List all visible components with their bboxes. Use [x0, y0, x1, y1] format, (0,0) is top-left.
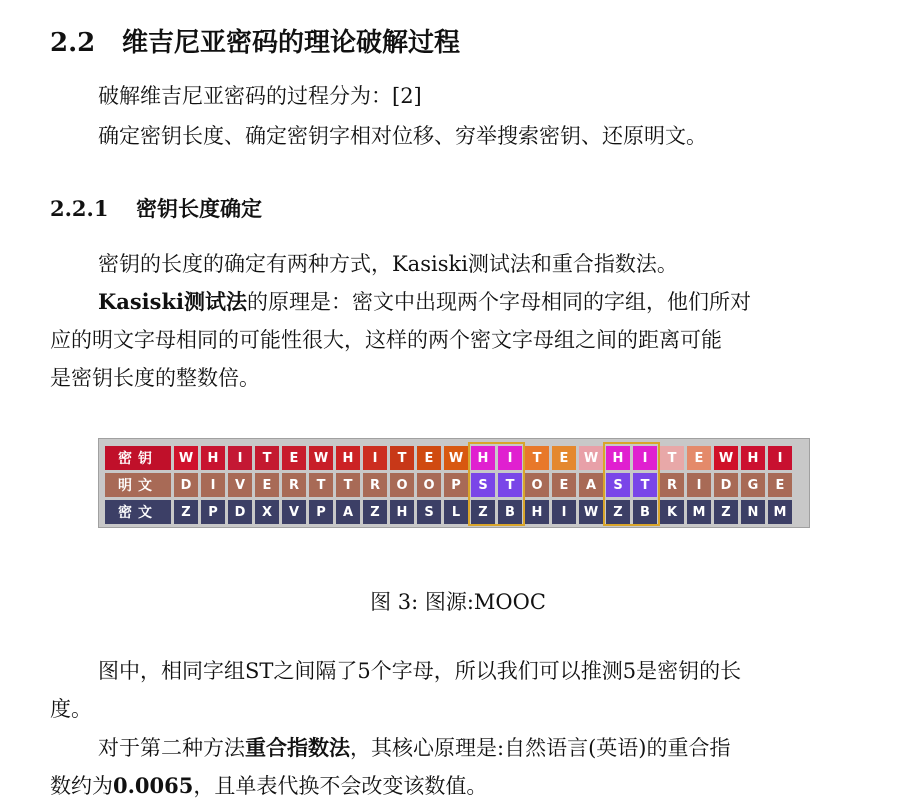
key-letter: H — [741, 446, 765, 470]
plaintext-row-label: 明文 — [105, 473, 171, 497]
repeat-group-highlight — [468, 442, 525, 526]
ioc-value: 0.0065 — [113, 773, 194, 798]
key-row — [105, 446, 795, 470]
plaintext-letter: T — [309, 473, 333, 497]
plaintext-letter: E — [552, 473, 576, 497]
key-letter: H — [471, 446, 495, 470]
ioc-text-a: 对于第二种方法 — [98, 736, 245, 760]
ciphertext-letter: M — [768, 500, 792, 524]
ciphertext-letter: W — [579, 500, 603, 524]
paragraph-kasiski-line-2: 应的明文字母相同的可能性很大，这样的两个密文字母组之间的距离可能 — [50, 328, 722, 352]
key-letter: E — [687, 446, 711, 470]
ioc-text-d: ，且单表代换不会改变该数值。 — [193, 774, 488, 798]
key-letter: W — [444, 446, 468, 470]
key-letter: W — [174, 446, 198, 470]
ciphertext-letter: A — [336, 500, 360, 524]
ciphertext-letter: Z — [471, 500, 495, 524]
plaintext-letter: T — [498, 473, 522, 497]
key-letter: I — [228, 446, 252, 470]
ciphertext-letter: H — [390, 500, 414, 524]
plaintext-letter: R — [660, 473, 684, 497]
plaintext-letter: I — [201, 473, 225, 497]
subsection-title: 密钥长度确定 — [136, 196, 262, 221]
ioc-text-c: 数约为 — [50, 774, 113, 798]
intro-line-1: 破解维吉尼亚密码的过程分为：[2] — [98, 84, 422, 108]
paragraph-ioc-line-1 — [98, 728, 730, 768]
plaintext-letter: O — [525, 473, 549, 497]
key-letter: I — [633, 446, 657, 470]
paragraph-analysis-line-2: 度。 — [50, 697, 92, 721]
key-letter: T — [660, 446, 684, 470]
repeat-group-highlight — [603, 442, 660, 526]
kasiski-term: Kasiski测试法 — [98, 289, 248, 314]
intro-line-2: 确定密钥长度、确定密钥字相对位移、穷举搜索密钥、还原明文。 — [98, 124, 707, 148]
ciphertext-letter: K — [660, 500, 684, 524]
key-letter: I — [363, 446, 387, 470]
ciphertext-row — [105, 500, 795, 524]
plaintext-letter: O — [417, 473, 441, 497]
paragraph-kasiski-line-3: 是密钥长度的整数倍。 — [50, 366, 260, 390]
section-number: 2.2 — [50, 28, 96, 58]
plaintext-letter: S — [471, 473, 495, 497]
plaintext-letter: S — [606, 473, 630, 497]
plaintext-letter: D — [174, 473, 198, 497]
key-letter: H — [201, 446, 225, 470]
ciphertext-letter: P — [201, 500, 225, 524]
ciphertext-letter: V — [282, 500, 306, 524]
paragraph-methods: 密钥的长度的确定有两种方式，Kasiski测试法和重合指数法。 — [98, 252, 678, 276]
paragraph-kasiski-line-1 — [98, 282, 751, 322]
key-row-label: 密钥 — [105, 446, 171, 470]
ciphertext-letter: B — [633, 500, 657, 524]
plaintext-letter: R — [282, 473, 306, 497]
kasiski-text: 的原理是：密文中出现两个字母相同的字组，他们所对 — [247, 290, 752, 314]
plaintext-letter: D — [714, 473, 738, 497]
key-letter: I — [768, 446, 792, 470]
key-letter: W — [579, 446, 603, 470]
ciphertext-letter: N — [741, 500, 765, 524]
ciphertext-row-label: 密文 — [105, 500, 171, 524]
plaintext-letter: E — [768, 473, 792, 497]
ciphertext-letter: M — [687, 500, 711, 524]
ioc-text-b: ，其核心原理是:自然语言(英语)的重合指 — [350, 736, 731, 760]
figure-caption: 图 3: 图源:MOOC — [370, 590, 546, 614]
key-letter: T — [255, 446, 279, 470]
ciphertext-letter: Z — [363, 500, 387, 524]
plaintext-letter: A — [579, 473, 603, 497]
subsection-number: 2.2.1 — [50, 196, 109, 221]
plaintext-letter: P — [444, 473, 468, 497]
plaintext-letter: R — [363, 473, 387, 497]
paragraph-ioc-line-2 — [50, 766, 487, 806]
key-letter: H — [606, 446, 630, 470]
key-letter: W — [714, 446, 738, 470]
plaintext-letter: I — [687, 473, 711, 497]
key-letter: E — [552, 446, 576, 470]
plaintext-letter: T — [633, 473, 657, 497]
key-letter: T — [525, 446, 549, 470]
key-letter: E — [282, 446, 306, 470]
paragraph-analysis-line-1: 图中，相同字组ST之间隔了5个字母，所以我们可以推测5是密钥的长 — [98, 659, 742, 683]
plaintext-letter: E — [255, 473, 279, 497]
plaintext-row — [105, 473, 795, 497]
ciphertext-letter: Z — [714, 500, 738, 524]
ciphertext-letter: X — [255, 500, 279, 524]
key-letter: H — [336, 446, 360, 470]
ciphertext-letter: H — [525, 500, 549, 524]
plaintext-letter: G — [741, 473, 765, 497]
section-heading — [50, 22, 460, 59]
ciphertext-letter: Z — [174, 500, 198, 524]
ciphertext-letter: L — [444, 500, 468, 524]
plaintext-letter: V — [228, 473, 252, 497]
ciphertext-letter: I — [552, 500, 576, 524]
key-letter: E — [417, 446, 441, 470]
key-letter: I — [498, 446, 522, 470]
plaintext-letter: O — [390, 473, 414, 497]
ciphertext-letter: S — [417, 500, 441, 524]
key-letter: W — [309, 446, 333, 470]
ciphertext-letter: P — [309, 500, 333, 524]
key-letter: T — [390, 446, 414, 470]
section-title: 维吉尼亚密码的理论破解过程 — [122, 28, 461, 58]
ciphertext-letter: D — [228, 500, 252, 524]
ciphertext-letter: B — [498, 500, 522, 524]
ioc-term: 重合指数法 — [245, 735, 350, 760]
vigenere-figure — [98, 438, 810, 528]
ciphertext-letter: Z — [606, 500, 630, 524]
subsection-heading — [50, 193, 262, 223]
plaintext-letter: T — [336, 473, 360, 497]
